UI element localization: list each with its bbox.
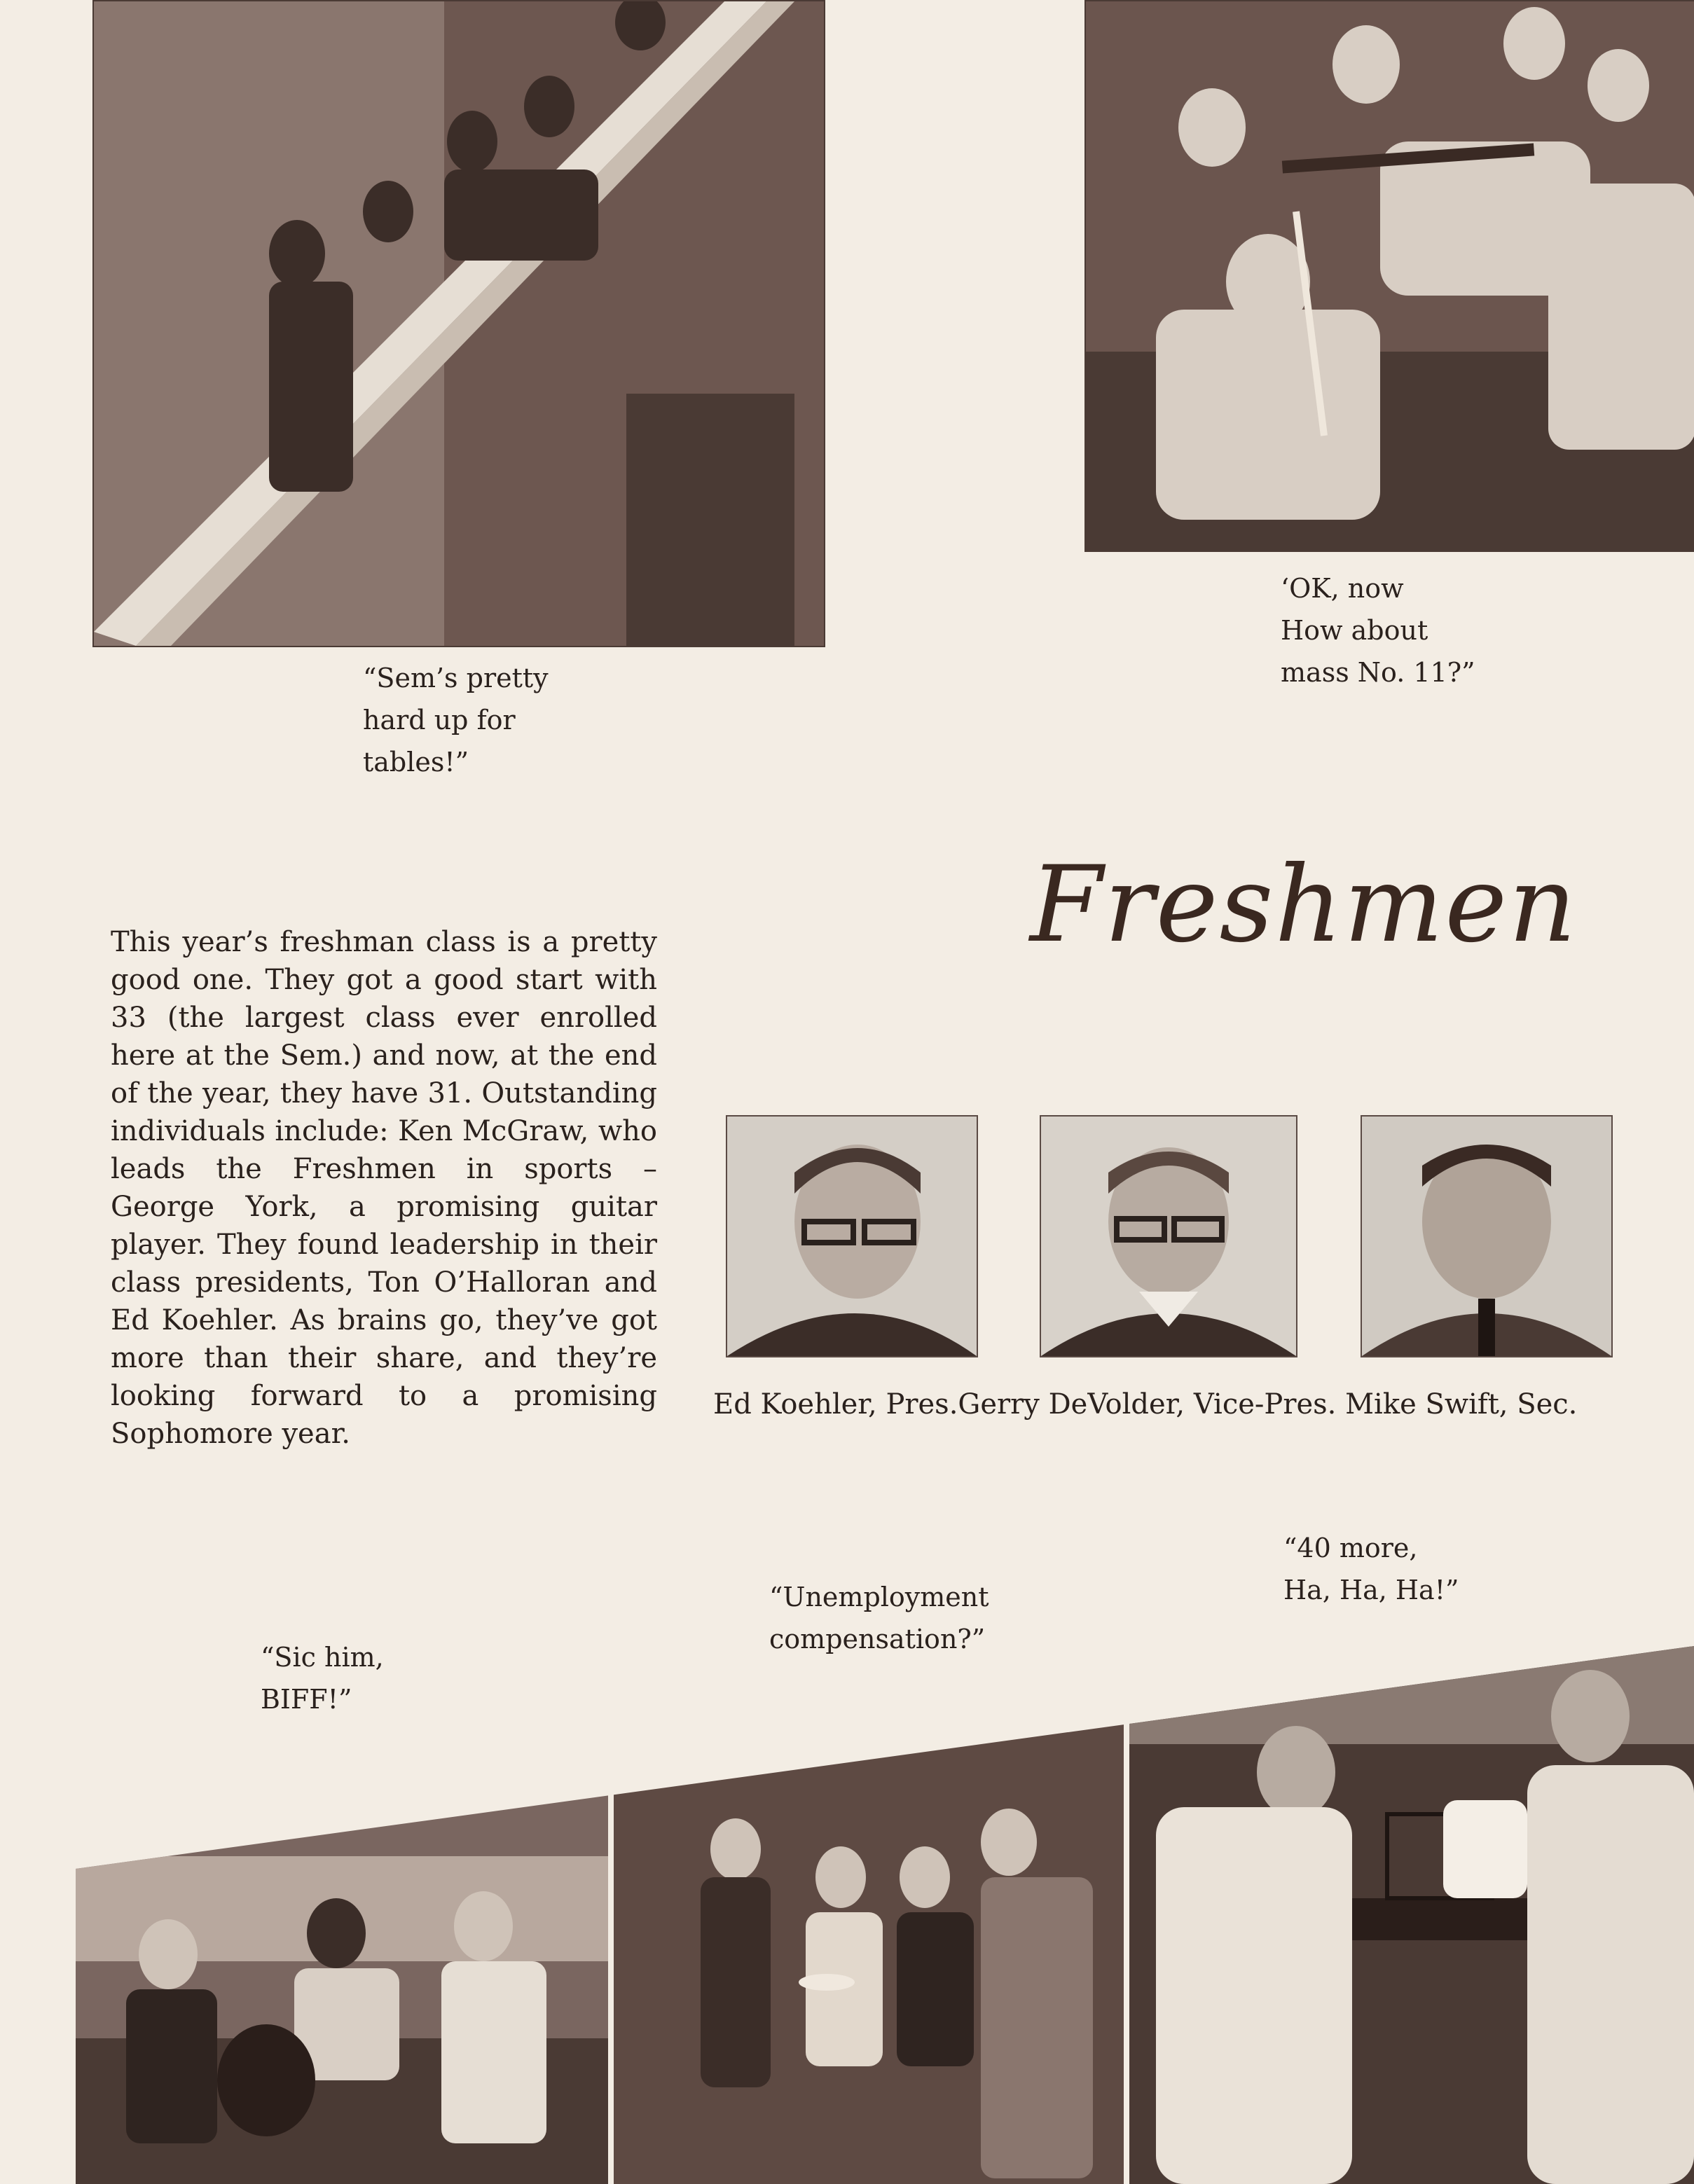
freshmen-description: This year’s freshman class is a pretty good one. They got a good start with 33 (the largest class ever enrolled here at the Sem.) and now, at the end of the year, they have 31. Outstanding individuals include: Ken McGraw, who leads the Freshmen in sports – George York, a promising guitar player. They found leadership in their class presidents, Ton O’Halloran and Ed Koehler. As brains go, they’ve got more than their share, and they’re looking forward to a promising Sophomore year.: [111, 926, 657, 1450]
unemployment-caption: “Unemployment compensation?”: [769, 1582, 989, 1654]
officers-caption: Ed Koehler, Pres.Gerry DeVolder, Vice-Pres. Mike Swift, Sec.: [713, 1388, 1578, 1421]
stairs-caption: “Sem’s pretty hard up for tables!”: [363, 663, 549, 777]
stairs-photo: [92, 0, 825, 647]
guitar-caption: ‘OK, now How about mass No. 11?”: [1281, 573, 1475, 688]
dishwashing-photo: [1129, 1646, 1694, 2184]
dog-photo: [76, 1646, 608, 2184]
dog-caption: “Sic him, BIFF!”: [261, 1642, 384, 1715]
food-line-photo: [614, 1646, 1124, 2184]
section-title: Freshmen: [1030, 844, 1578, 966]
portrait-mike-swift: [1361, 1115, 1613, 1357]
forty-more-caption: “40 more, Ha, Ha, Ha!”: [1283, 1533, 1459, 1605]
portrait-ed-koehler: [726, 1115, 978, 1357]
guitar-group-photo: [1084, 0, 1694, 552]
portrait-gerry-devolder: [1040, 1115, 1297, 1357]
bottom-photo-strip: [0, 1646, 1694, 2184]
